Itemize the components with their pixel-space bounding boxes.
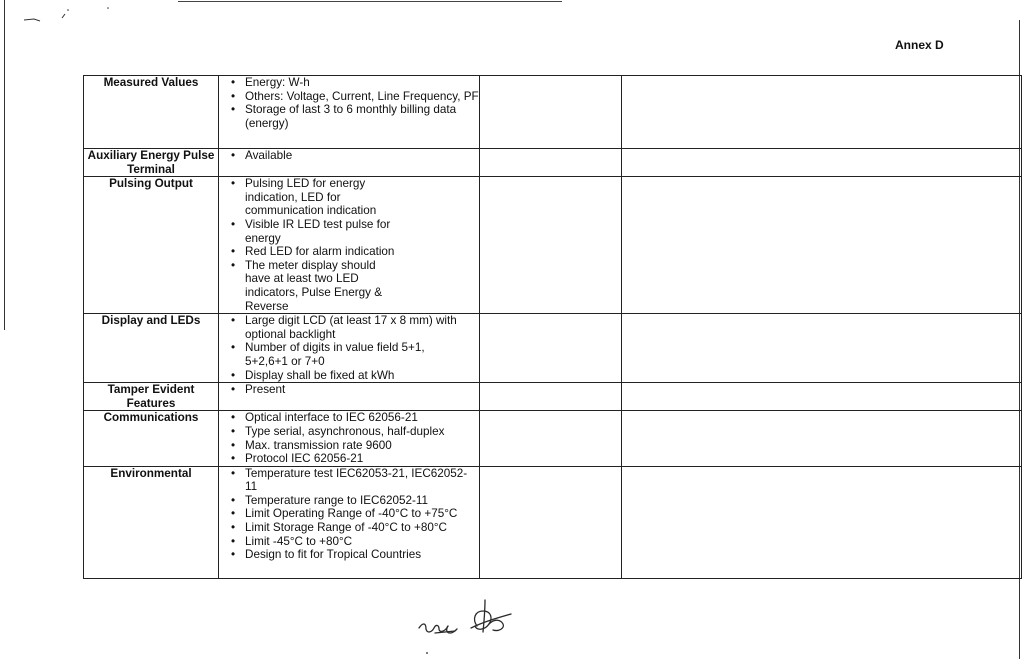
list-item: • Type serial, asynchronous, half-duplex xyxy=(245,425,479,439)
bullet-list xyxy=(219,76,479,130)
row-label: Pulsing Output xyxy=(84,177,219,314)
row-label: Environmental xyxy=(84,466,219,578)
list-item: • Red LED for alarm indication xyxy=(245,245,395,259)
list-item: • Pulsing LED for energy indication, LED for communication indication xyxy=(245,177,395,218)
list-item: • Optical interface to IEC 62056-21 xyxy=(245,411,479,425)
row-description xyxy=(219,76,480,149)
empty-cell xyxy=(480,177,622,314)
bullet-list xyxy=(219,383,479,397)
empty-cell xyxy=(622,177,1022,314)
empty-cell xyxy=(480,466,622,578)
list-item: • Max. transmission rate 9600 xyxy=(245,439,479,453)
list-item: • Energy: W-h xyxy=(245,76,479,90)
list-item: • Number of digits in value field 5+1, 5+2,6+1 or 7+0 xyxy=(245,341,435,368)
list-item: • Temperature range to IEC62052-11 xyxy=(245,494,479,508)
row-description xyxy=(219,177,480,314)
list-item: • Design to fit for Tropical Countries xyxy=(245,548,479,562)
row-description xyxy=(219,314,480,383)
table-row xyxy=(84,466,1022,578)
row-label: Auxiliary Energy Pulse Terminal xyxy=(84,149,219,177)
empty-cell xyxy=(622,149,1022,177)
empty-cell xyxy=(480,76,622,149)
annex-label: Annex D xyxy=(895,38,944,52)
bullet-list xyxy=(219,411,479,465)
list-item: • Visible IR LED test pulse for energy xyxy=(245,218,395,245)
row-label: Display and LEDs xyxy=(84,314,219,383)
list-item: • Present xyxy=(245,383,479,397)
handwritten-initials xyxy=(415,598,525,640)
top-rule xyxy=(178,1,562,2)
table-row xyxy=(84,76,1022,149)
row-description xyxy=(219,383,480,411)
list-item: • Available xyxy=(245,149,479,163)
list-item: • Limit Operating Range of -40°C to +75°C xyxy=(245,507,479,521)
row-description xyxy=(219,466,480,578)
row-description xyxy=(219,149,480,177)
list-item: • Limit -45°C to +80°C xyxy=(245,535,479,549)
list-item: • Temperature test IEC62053-21, IEC62052-11 xyxy=(245,467,479,494)
empty-cell xyxy=(480,383,622,411)
empty-cell xyxy=(480,314,622,383)
scan-speck xyxy=(426,652,428,654)
empty-cell xyxy=(480,411,622,466)
row-label: Communications xyxy=(84,411,219,466)
scan-artifact-marks xyxy=(22,4,122,26)
row-label: Tamper Evident Features xyxy=(84,383,219,411)
empty-cell xyxy=(480,149,622,177)
bullet-list xyxy=(219,149,479,163)
table-row xyxy=(84,411,1022,466)
row-description xyxy=(219,411,480,466)
scan-left-edge xyxy=(4,0,5,330)
list-item: • Others: Voltage, Current, Line Frequency, PF xyxy=(245,90,479,104)
empty-cell xyxy=(622,314,1022,383)
list-item: • Large digit LCD (at least 17 x 8 mm) with optional backlight xyxy=(245,314,479,341)
bullet-list xyxy=(219,314,479,382)
table-row xyxy=(84,383,1022,411)
list-item: • The meter display should have at least two LED indicators, Pulse Energy & Reverse xyxy=(245,259,395,313)
bullet-list xyxy=(219,177,395,313)
empty-cell xyxy=(622,411,1022,466)
list-item: • Limit Storage Range of -40°C to +80°C xyxy=(245,521,479,535)
row-label: Measured Values xyxy=(84,76,219,149)
table-row xyxy=(84,177,1022,314)
list-item: • Display shall be fixed at kWh xyxy=(245,369,479,383)
specification-table xyxy=(83,75,1022,579)
empty-cell xyxy=(622,466,1022,578)
list-item: • Storage of last 3 to 6 monthly billing data (energy) xyxy=(245,103,479,130)
table-row xyxy=(84,149,1022,177)
empty-cell xyxy=(622,76,1022,149)
table-row xyxy=(84,314,1022,383)
empty-cell xyxy=(622,383,1022,411)
list-item: • Protocol IEC 62056-21 xyxy=(245,452,479,466)
bullet-list xyxy=(219,467,479,562)
